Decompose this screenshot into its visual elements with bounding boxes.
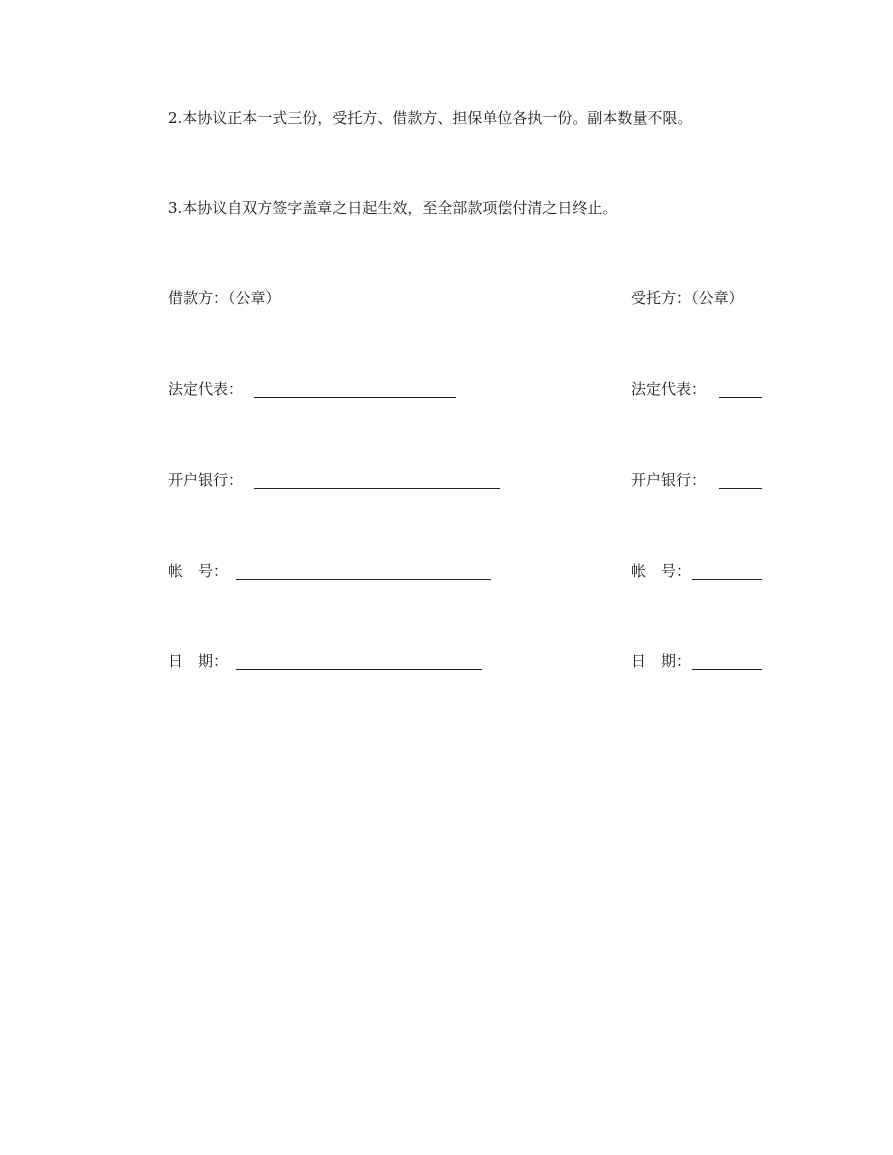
borrower-date-label: 日 期： bbox=[168, 652, 229, 670]
borrower-legal-rep-label: 法定代表： bbox=[168, 380, 244, 398]
trustee-date-blank[interactable] bbox=[692, 669, 762, 670]
borrower-date-blank[interactable] bbox=[236, 669, 482, 670]
signature-party-row bbox=[168, 287, 763, 309]
trustee-seal-label: 受托方：（公章） bbox=[631, 289, 744, 307]
borrower-seal-label: 借款方：（公章） bbox=[168, 289, 281, 307]
clause-3: 3.本协议自双方签字盖章之日起生效，至全部款项偿付清之日终止。 bbox=[168, 199, 618, 217]
borrower-legal-rep-blank[interactable] bbox=[254, 397, 456, 398]
trustee-legal-rep-label: 法定代表： bbox=[631, 380, 707, 398]
borrower-account-blank[interactable] bbox=[236, 579, 491, 580]
trustee-bank-blank[interactable] bbox=[719, 488, 762, 489]
trustee-legal-rep-blank[interactable] bbox=[719, 397, 762, 398]
borrower-bank-blank[interactable] bbox=[254, 488, 500, 489]
trustee-account-label: 帐 号： bbox=[631, 562, 692, 580]
borrower-account-label: 帐 号： bbox=[168, 562, 229, 580]
legal-representative-row bbox=[168, 378, 763, 400]
borrower-bank-label: 开户银行： bbox=[168, 471, 244, 489]
account-row bbox=[168, 560, 763, 582]
date-row bbox=[168, 650, 763, 672]
trustee-bank-label: 开户银行： bbox=[631, 471, 707, 489]
bank-row bbox=[168, 469, 763, 491]
trustee-account-blank[interactable] bbox=[692, 579, 762, 580]
clause-2: 2.本协议正本一式三份，受托方、借款方、担保单位各执一份。副本数量不限。 bbox=[168, 109, 693, 127]
trustee-date-label: 日 期： bbox=[631, 652, 692, 670]
